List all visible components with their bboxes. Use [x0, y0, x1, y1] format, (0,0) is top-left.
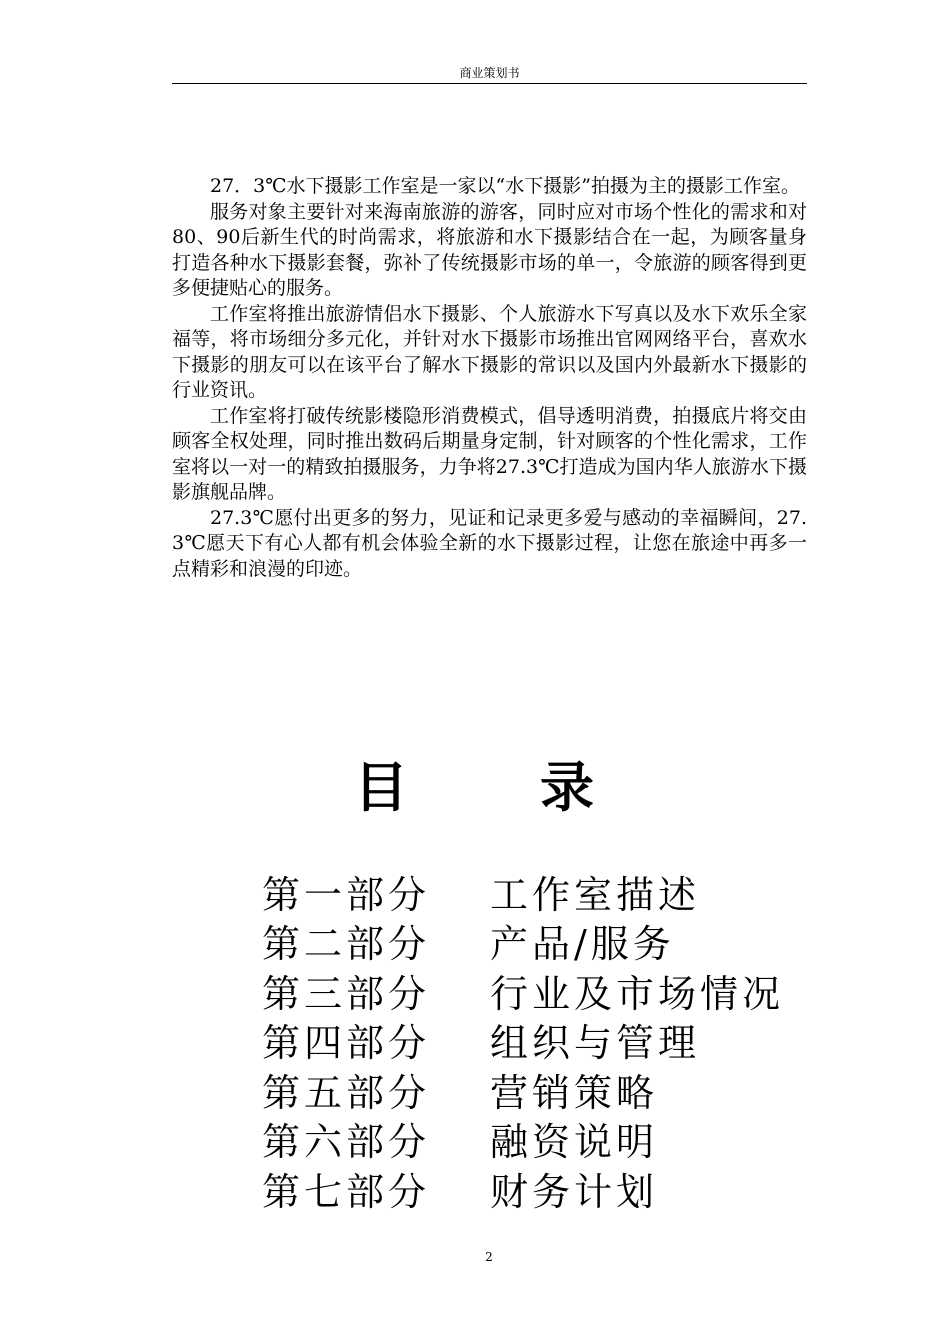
toc-entry — [262, 1118, 822, 1168]
page-number: 2 — [485, 1250, 493, 1264]
toc-part-label: 第七部分 — [262, 1169, 431, 1214]
toc-entry — [262, 1167, 822, 1217]
toc-title-left: 目 — [354, 756, 410, 819]
toc-part-label: 第一部分 — [262, 872, 431, 917]
toc-part-label: 第四部分 — [262, 1021, 431, 1066]
table-of-contents — [262, 870, 822, 1217]
running-header: 商业策划书 — [459, 66, 520, 80]
intro-paragraph: 服务对象主要针对来海南旅游的游客，同时应对市场个性化的需求和对80、90后新生代的时尚需求，将旅游和水下摄影结合在一起，为顾客量身打造各种水下摄影套餐，弥补了传统摄影市场的单一，令旅游的顾客得到更多便捷贴心的服务。 — [172, 200, 807, 299]
toc-section-name: 组织与管理 — [490, 1021, 701, 1066]
toc-entry — [262, 969, 822, 1019]
toc-part-label: 第二部分 — [262, 922, 431, 967]
toc-entry — [262, 1019, 822, 1069]
toc-section-name: 行业及市场情况 — [490, 971, 785, 1016]
toc-entry — [262, 1068, 822, 1118]
toc-entry — [262, 870, 822, 920]
toc-part-label: 第五部分 — [262, 1070, 431, 1115]
intro-paragraph: 27．3℃水下摄影工作室是一家以“水下摄影”拍摄为主的摄影工作室。 — [210, 175, 800, 197]
toc-section-name: 营销策略 — [490, 1070, 659, 1115]
toc-title-right: 录 — [540, 756, 596, 819]
toc-title — [0, 758, 950, 818]
toc-section-name: 财务计划 — [490, 1169, 659, 1214]
toc-part-label: 第六部分 — [262, 1120, 431, 1165]
toc-entry — [262, 920, 822, 970]
header-divider — [172, 83, 807, 84]
toc-section-name: 融资说明 — [490, 1120, 659, 1165]
intro-section — [172, 174, 807, 582]
toc-part-label: 第三部分 — [262, 971, 431, 1016]
toc-section-name: 产品/服务 — [490, 922, 675, 967]
intro-paragraph: 工作室将打破传统影楼隐形消费模式，倡导透明消费，拍摄底片将交由顾客全权处理，同时推出数码后期量身定制，针对顾客的个性化需求，工作室将以一对一的精致拍摄服务，力争将27.3℃打造成为国内华人旅游水下摄影旗舰品牌。 — [172, 404, 807, 503]
intro-paragraph: 工作室将推出旅游情侣水下摄影、个人旅游水下写真以及水下欢乐全家福等，将市场细分多元化，并针对水下摄影市场推出官网网络平台，喜欢水下摄影的朋友可以在该平台了解水下摄影的常识以及国内外最新水下摄影的行业资讯。 — [172, 302, 807, 401]
intro-paragraph: 27.3℃愿付出更多的努力，见证和记录更多爱与感动的幸福瞬间，27.3℃愿天下有心人都有机会体验全新的水下摄影过程，让您在旅途中再多一点精彩和浪漫的印迹。 — [172, 506, 807, 580]
toc-section-name: 工作室描述 — [490, 872, 701, 917]
